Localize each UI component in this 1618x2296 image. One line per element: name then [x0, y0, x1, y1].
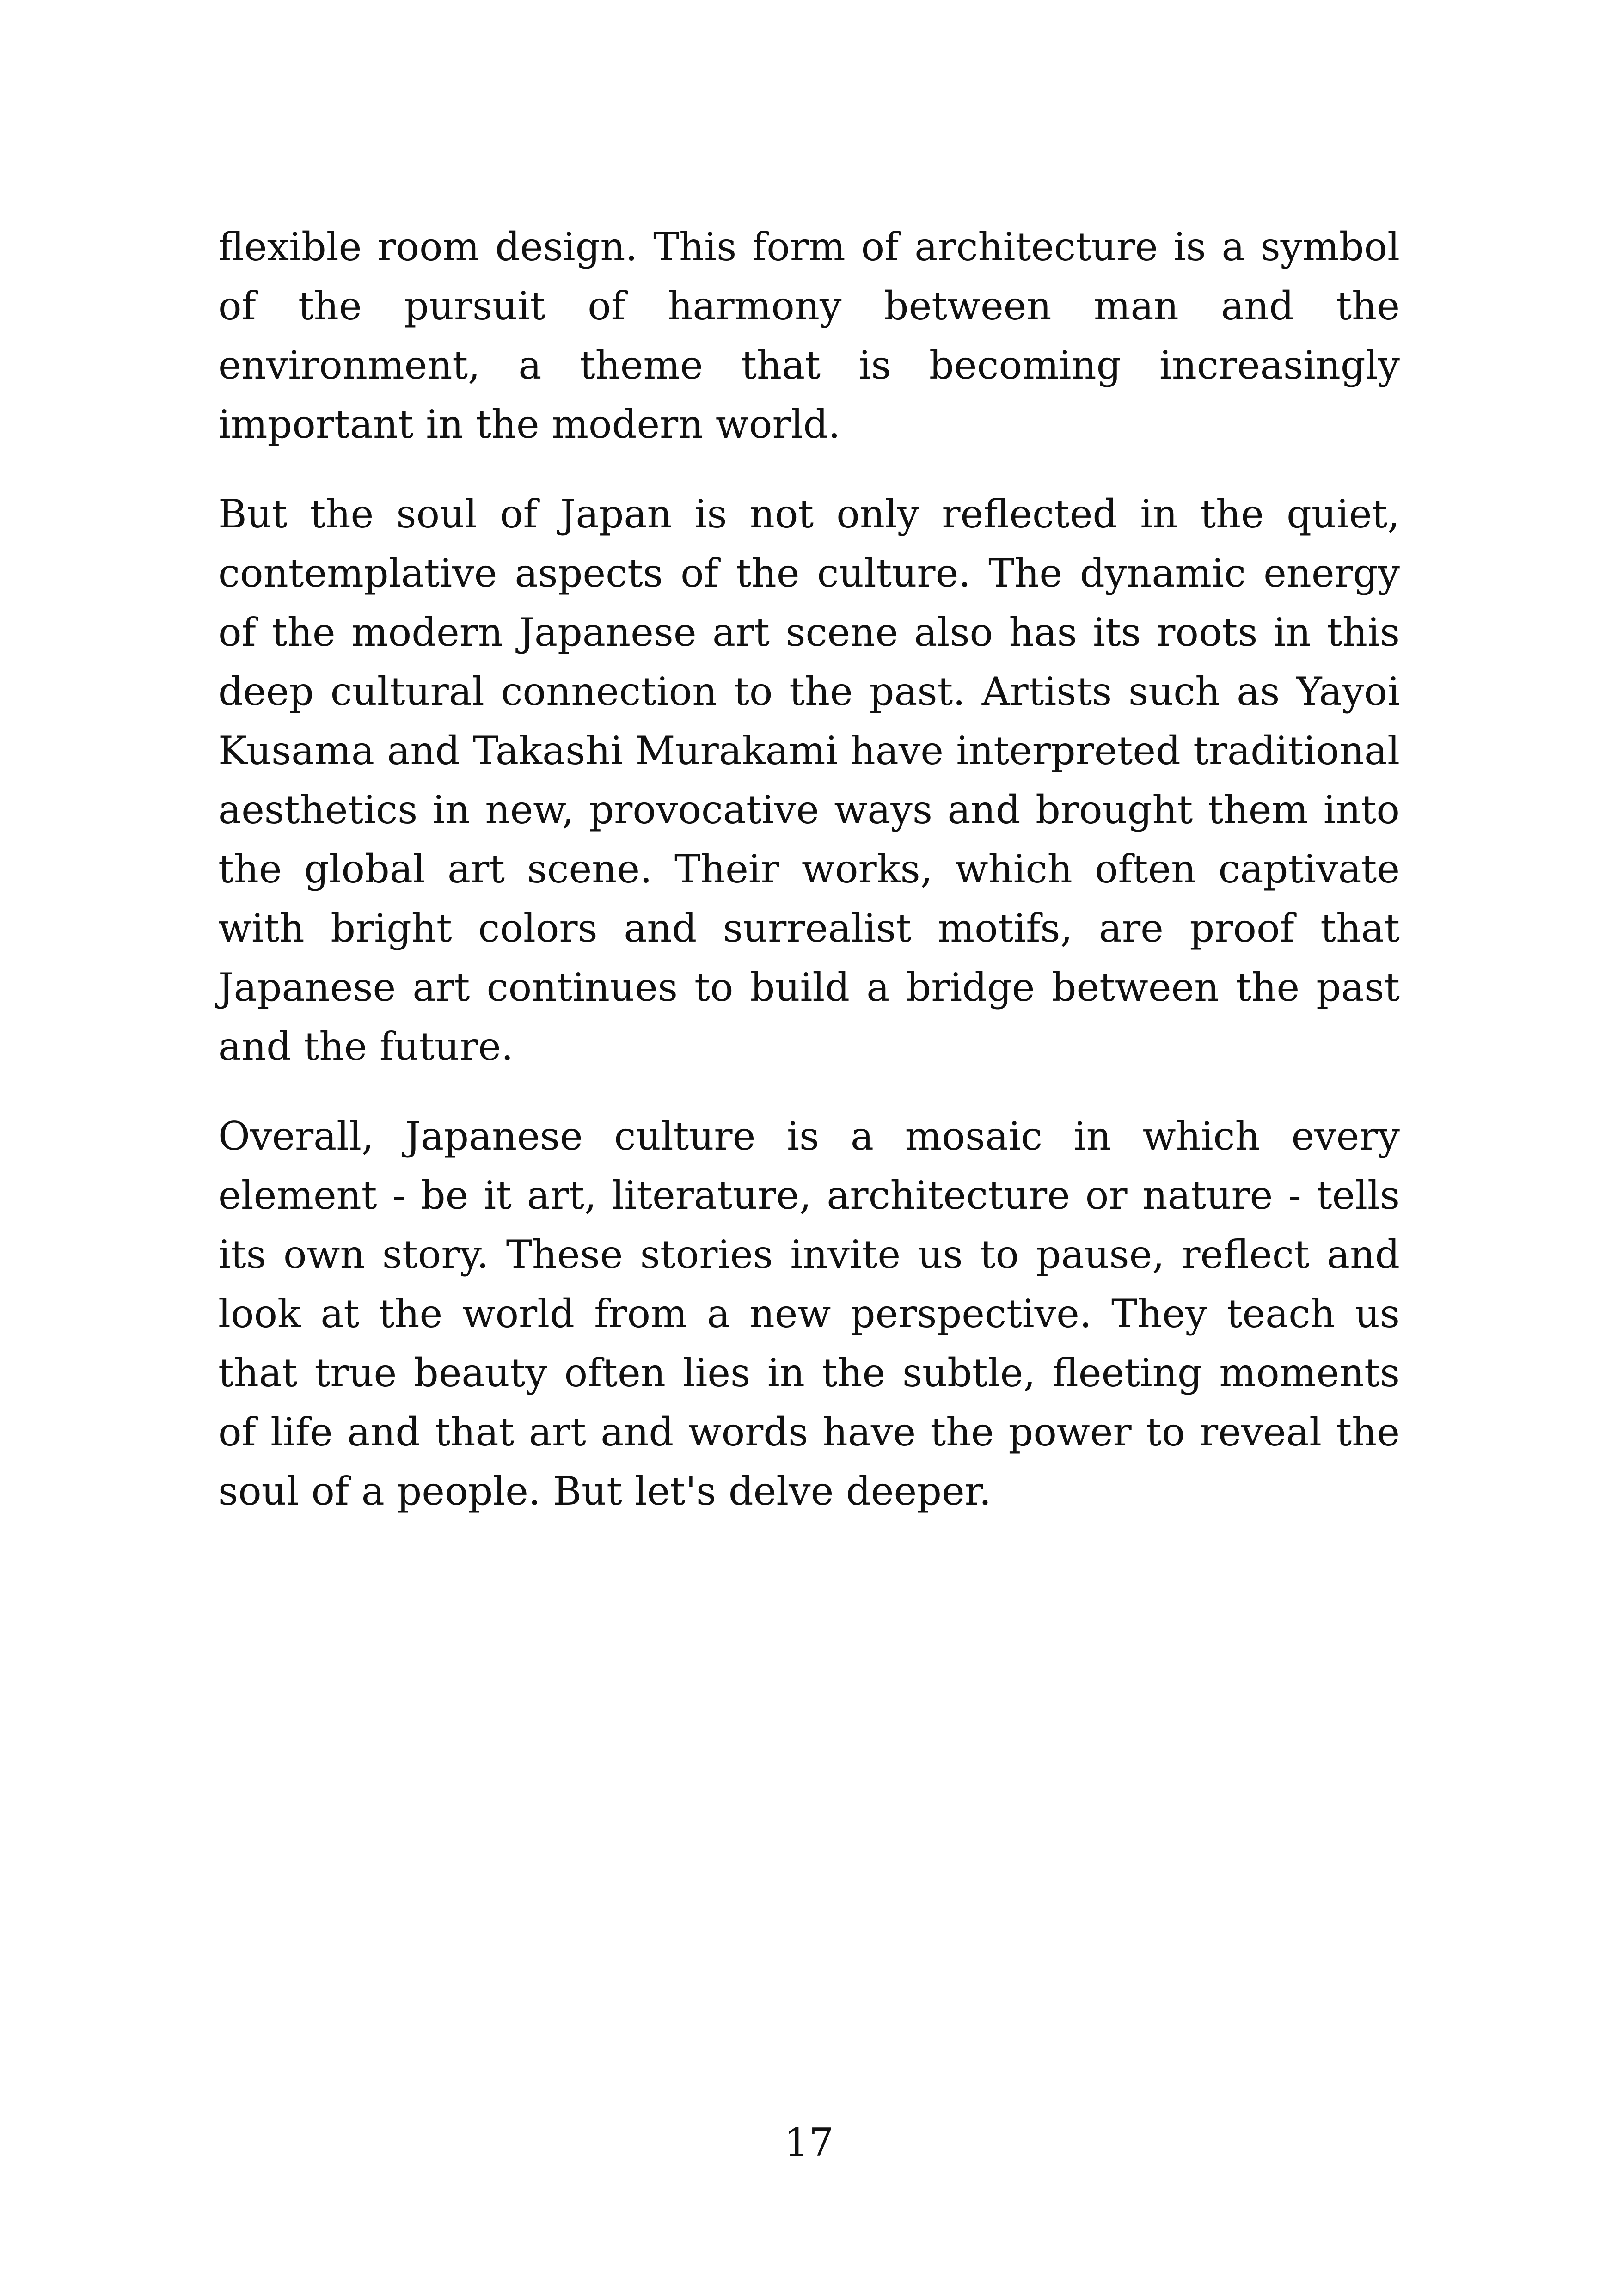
- paragraph-2: But the soul of Japan is not only reflected in the quiet, contemplative aspects of the culture. The dynamic energy of the modern Japanese art scene also has its roots in this deep cultural connection to the past. Artists such as Yayoi Kusama and Takashi Murakami have interpreted traditional aesthetics in new, provocative ways and brought them into the global art scene. Their works, which often captivate with bright colors and surrealist motifs, are proof that Japanese art continues to build a bridge between the past and the future.: [218, 491, 1400, 1069]
- page-number: 17: [784, 2120, 834, 2165]
- body-text: [218, 217, 1400, 1521]
- paragraph-3: Overall, Japanese culture is a mosaic in which every element - be it art, literature, architecture or nature - tells its own story. These stories invite us to pause, reflect and look at the world from a new perspective. They teach us that true beauty often lies in the subtle, fleeting moments of life and that art and words have the power to reveal the soul of a people. But let's delve deeper.: [218, 1114, 1400, 1514]
- paragraph-1: flexible room design. This form of architecture is a symbol of the pursuit of harmony between man and the environment, a theme that is becoming increasingly important in the modern world.: [218, 224, 1400, 447]
